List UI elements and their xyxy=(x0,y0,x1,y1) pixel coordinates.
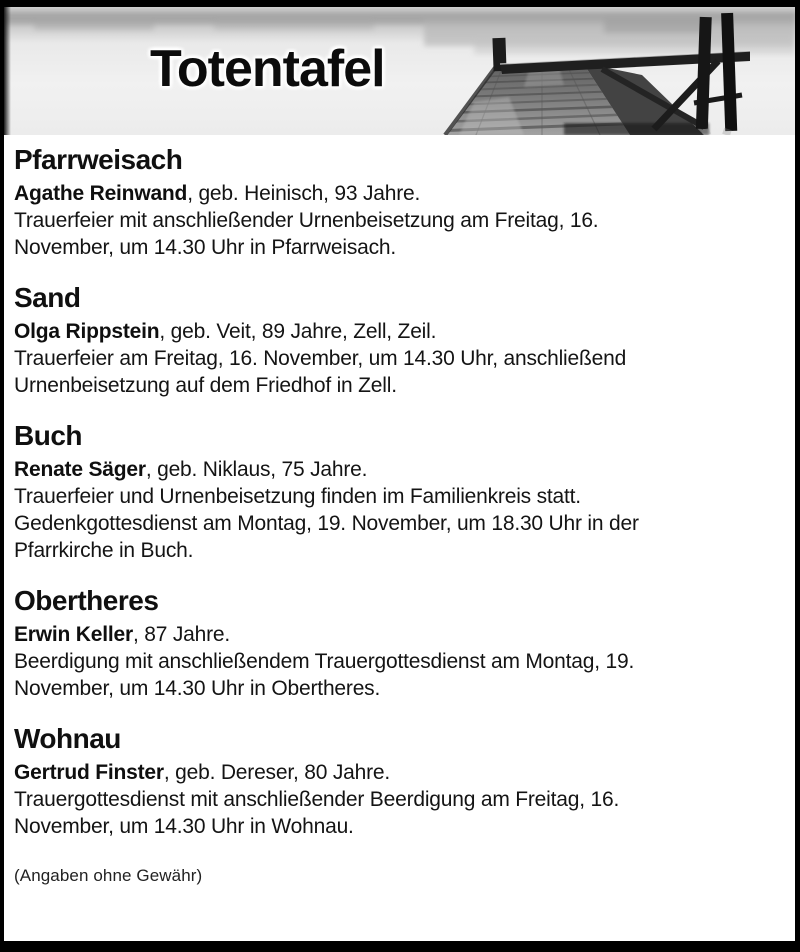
city-heading: Buch xyxy=(14,420,82,451)
deceased-details: , geb. Dereser, 80 Jahre. xyxy=(163,761,390,784)
city-heading: Obertheres xyxy=(14,585,159,616)
deceased-line xyxy=(14,180,783,207)
deceased-details: , geb. Veit, 89 Jahre, Zell, Zeil. xyxy=(159,320,437,343)
funeral-info-line: Pfarrkirche in Buch. xyxy=(14,539,194,562)
deceased-details: , geb. Heinisch, 93 Jahre. xyxy=(187,182,421,205)
deceased-name: Olga Rippstein xyxy=(14,320,160,343)
funeral-info-line: Trauerfeier und Urnenbeisetzung finden im Familienkreis statt. xyxy=(14,485,581,508)
lake-jetty-photo xyxy=(4,7,795,135)
obituary-section-pfarrweisach xyxy=(14,145,783,261)
funeral-info-line: Urnenbeisetzung auf dem Friedhof in Zell. xyxy=(14,374,397,397)
funeral-info-line: November, um 14.30 Uhr in Wohnau. xyxy=(14,815,354,838)
funeral-info-line: Gedenkgottesdienst am Montag, 19. November, um 18.30 Uhr in der xyxy=(14,512,639,535)
funeral-info-line: November, um 14.30 Uhr in Obertheres. xyxy=(14,677,381,700)
deceased-name: Renate Säger xyxy=(14,458,146,481)
deceased-details: , 87 Jahre. xyxy=(132,623,231,646)
deceased-name: Erwin Keller xyxy=(14,623,133,646)
disclaimer-text: (Angaben ohne Gewähr) xyxy=(14,866,203,885)
funeral-info-line: Trauerfeier mit anschließender Urnenbeisetzung am Freitag, 16. xyxy=(14,209,599,232)
obituary-section-wohnau xyxy=(14,724,783,840)
deceased-line xyxy=(14,456,783,483)
funeral-info-line: November, um 14.30 Uhr in Pfarrweisach. xyxy=(14,236,397,259)
page-title: Totentafel xyxy=(150,40,385,98)
deceased-line xyxy=(14,318,783,345)
deceased-details: , geb. Niklaus, 75 Jahre. xyxy=(145,458,368,481)
header-photo xyxy=(4,7,795,135)
city-heading: Wohnau xyxy=(14,723,121,754)
funeral-info-line: Trauerfeier am Freitag, 16. November, um 14.30 Uhr, anschließend xyxy=(14,347,627,370)
funeral-info-line: Beerdigung mit anschließendem Trauergottesdienst am Montag, 19. xyxy=(14,650,635,673)
notices-container xyxy=(4,135,795,886)
city-heading: Sand xyxy=(14,282,81,313)
deceased-name: Gertrud Finster xyxy=(14,761,164,784)
deceased-line xyxy=(14,759,783,786)
city-heading: Pfarrweisach xyxy=(14,144,183,175)
obituary-section-obertheres xyxy=(14,586,783,702)
obituary-section-sand xyxy=(14,283,783,399)
funeral-info-line: Trauergottesdienst mit anschließender Beerdigung am Freitag, 16. xyxy=(14,788,620,811)
deceased-name: Agathe Reinwand xyxy=(14,182,188,205)
deceased-line xyxy=(14,621,783,648)
obituary-section-buch xyxy=(14,421,783,564)
